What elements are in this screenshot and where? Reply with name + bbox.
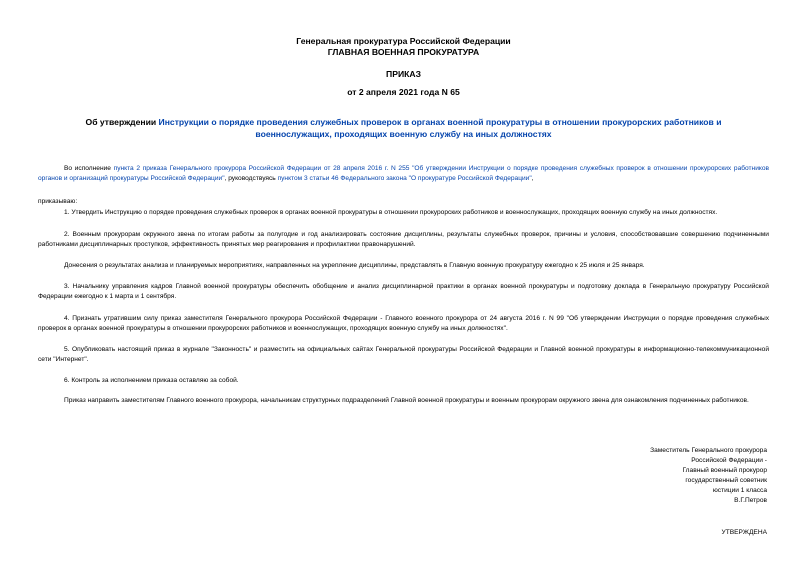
preamble — [38, 164, 769, 184]
paragraph-4: 4. Признать утратившим силу приказ заместителя Генерального прокурора Российской Федерации - Главного военного прокурора от 24 августа 2016 г. N 99 "Об утверждении Инструкции о порядке проведения служебных проверок в органах военной прокуратуры в отношении прокурорских работников и военнослужащих, проходящих военную службу на иных должностях". — [38, 315, 769, 332]
preamble-start: Во исполнение — [64, 165, 114, 172]
preamble-middle: , руководствуясь — [224, 175, 278, 182]
paragraph-1: 1. Утвердить Инструкцию о порядке проведения служебных проверок в органах военной прокуратуры в отношении прокурорских работников и военнослужащих, проходящих военную службу на иных должностях. — [64, 209, 718, 216]
doc-title — [60, 116, 747, 140]
preamble-end: , — [531, 175, 534, 182]
doc-date-number: от 2 апреля 2021 года N 65 — [347, 87, 460, 97]
sub-org-name: ГЛАВНАЯ ВОЕННАЯ ПРОКУРАТУРА — [327, 47, 480, 57]
signature-line: Заместитель Генерального прокурора — [650, 447, 767, 454]
title-link[interactable]: Инструкции о порядке проведения служебных проверок в органах военной прокуратуры в отношении прокурорских работников и военнослужащих, проходящих военную службу на иных должностях — [158, 117, 722, 139]
paragraph-3: 3. Начальнику управления кадров Главной военной прокуратуры обеспечить обобщение и анализ дисциплинарной практики в органах военной прокуратуры и подготовку доклада в Генеральную прокуратуру Российской Федерации ежегодно к 1 марта и 1 сентября. — [38, 283, 769, 300]
preamble-link-law[interactable]: пунктом 3 статьи 46 Федерального закона "О прокуратуре Российской Федерации" — [277, 175, 532, 182]
signature-line: Российской Федерации - — [691, 457, 767, 464]
orders-label: приказываю: — [38, 198, 78, 205]
signature-line: Главный военный прокурор — [682, 467, 767, 474]
signature-line: государственный советник — [685, 477, 767, 484]
paragraph-5: 5. Опубликовать настоящий приказ в журнале "Законность" и разместить на официальных сайтах Генеральной прокуратуры Российской Федерации и Главной военной прокуратуры в информационно-телекоммуникационной сети "Интернет". — [38, 346, 769, 363]
doc-type: ПРИКАЗ — [386, 69, 421, 79]
title-prefix: Об утверждении — [85, 117, 159, 127]
signature-line: юстиции 1 класса — [712, 487, 767, 494]
paragraph-2: 2. Военным прокурорам окружного звена по итогам работы за полугодие и год анализировать состояние дисциплины, результаты служебных проверок, причины и условия, способствовавшие совершению подчиненными работниками дисциплинарных проступков, эффективность принятых мер реагирования и профилактики правонарушений. — [38, 231, 769, 248]
paragraph-6: 6. Контроль за исполнением приказа оставляю за собой. — [64, 377, 239, 384]
distribution-paragraph: Приказ направить заместителям Главного военного прокурора, начальникам структурных подразделений Главной военной прокуратуры и военным прокурорам окружного звена для ознакомления подчиненных работников. — [64, 397, 749, 404]
preamble-link-order[interactable]: пункта 2 приказа Генерального прокурора Российской Федерации от 28 апреля 2016 г. N 255 "Об утверждении Инструкции о порядке проведения служебных проверок в отношении прокурорских работников органов и организаций прокуратуры Российской Федерации" — [38, 165, 770, 182]
approved-label: УТВЕРЖДЕНА — [721, 529, 767, 536]
org-name: Генеральная прокуратура Российской Федерации — [296, 36, 511, 46]
signature-name: В.Г.Петров — [734, 497, 767, 504]
paragraph-2-report: Донесения о результатах анализа и планируемых мероприятиях, направленных на укрепление дисциплины, представлять в Главную военную прокуратуру ежегодно к 25 июля и 25 января. — [64, 262, 645, 269]
signature-block — [567, 446, 767, 506]
